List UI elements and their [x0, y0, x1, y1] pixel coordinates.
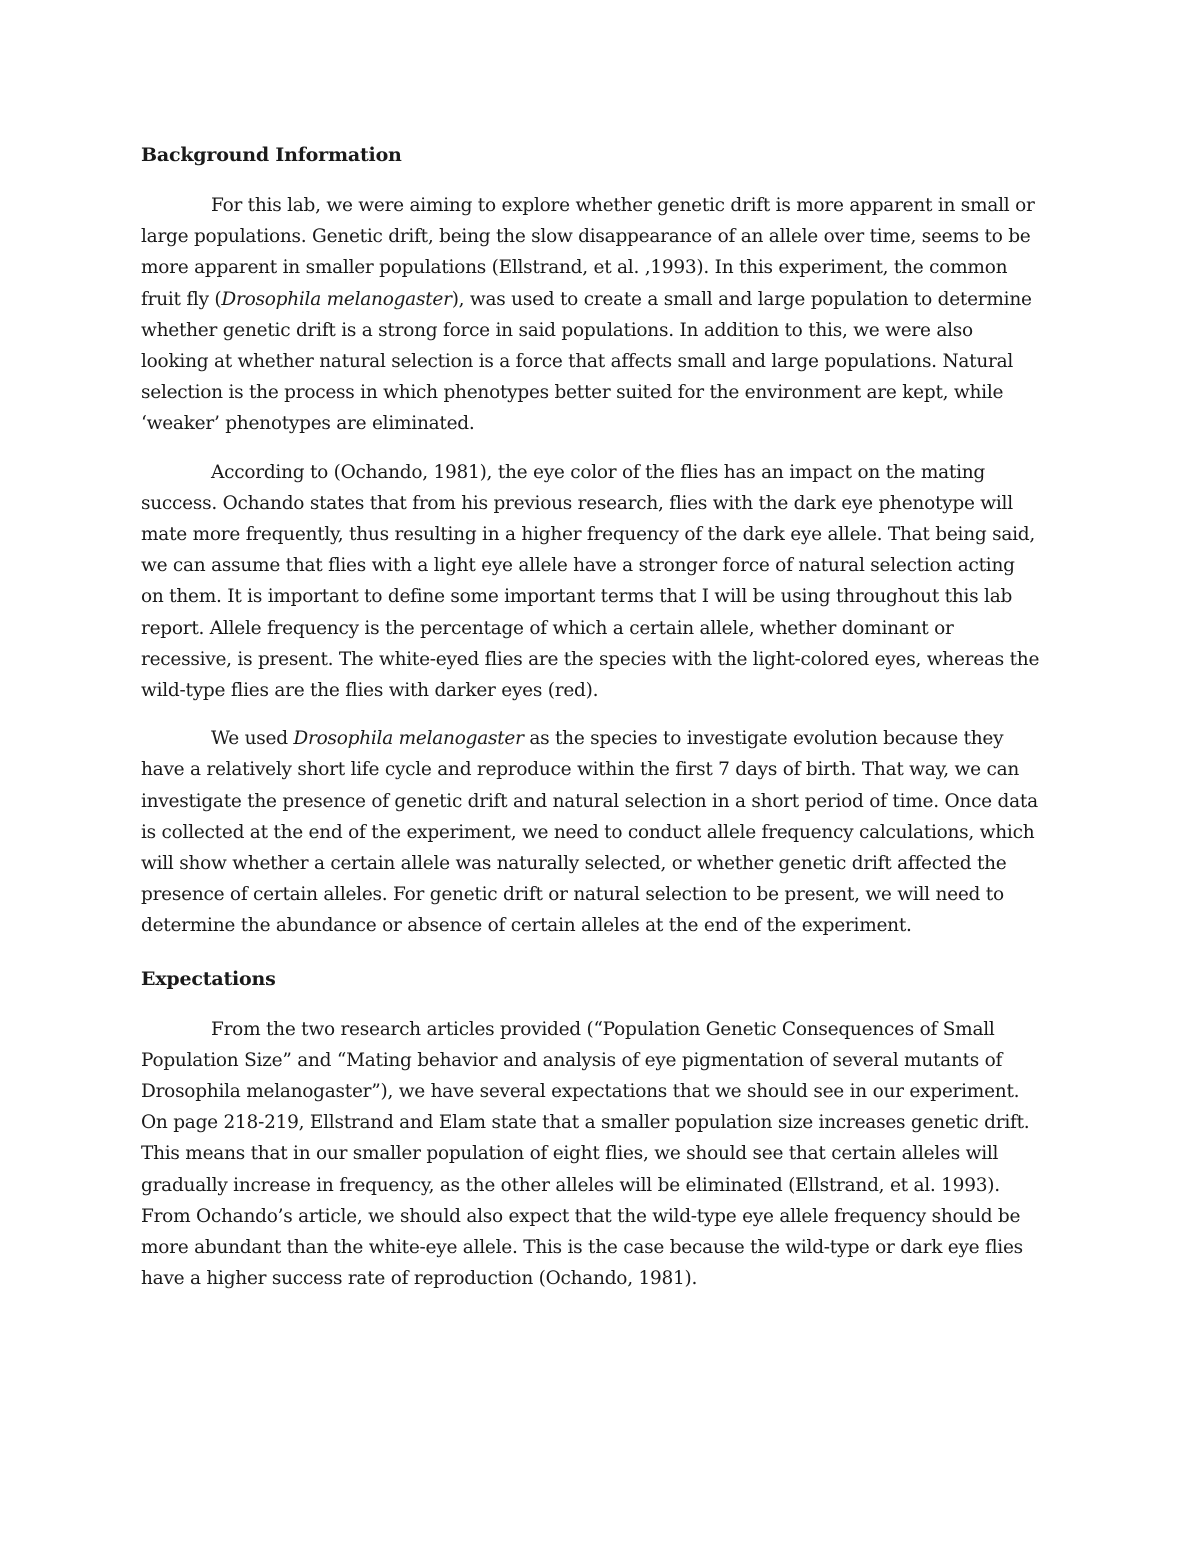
paragraph — [141, 1014, 1061, 1295]
text-line: From Ochando’s article, we should also expect that the wild-type eye allele frequency should be — [141, 1205, 1021, 1227]
text-line: wild-type flies are the flies with darker eyes (red). — [141, 680, 599, 702]
paragraph — [141, 457, 1061, 707]
text-run: fruit fly ( — [141, 288, 222, 310]
document-body — [141, 140, 1061, 1295]
text-line: Drosophila melanogaster”), we have several expectations that we should see in our experiment. — [141, 1081, 1020, 1103]
text-line: more apparent in smaller populations (Ellstrand, et al. ,1993). In this experiment, the common — [141, 257, 1008, 279]
text-line: mate more frequently, thus resulting in a higher frequency of the dark eye allele. That being said, — [141, 524, 1036, 546]
text-line — [141, 284, 1061, 315]
section-heading: Background Information — [141, 144, 402, 166]
text-line: investigate the presence of genetic drift and natural selection in a short period of time. Once data — [141, 790, 1038, 812]
text-line — [141, 723, 1061, 754]
text-line: ‘weaker’ phenotypes are eliminated. — [141, 413, 475, 435]
text-line: selection is the process in which phenotypes better suited for the environment are kept, while — [141, 382, 1004, 404]
text-run: We used — [211, 728, 294, 750]
text-line: is collected at the end of the experiment, we need to conduct allele frequency calculations, which — [141, 821, 1035, 843]
text-line: Population Size” and “Mating behavior and analysis of eye pigmentation of several mutants of — [141, 1049, 1003, 1071]
text-line: recessive, is present. The white-eyed flies are the species with the light-colored eyes, whereas the — [141, 648, 1040, 670]
text-line: whether genetic drift is a strong force in said populations. In addition to this, we were also — [141, 319, 973, 341]
species-name-italic: Drosophila melanogaster — [293, 728, 524, 750]
paragraph — [141, 723, 1061, 941]
text-line: will show whether a certain allele was naturally selected, or whether genetic drift affected the — [141, 853, 1007, 875]
text-line: determine the abundance or absence of certain alleles at the end of the experiment. — [141, 915, 912, 937]
text-line: success. Ochando states that from his previous research, flies with the dark eye phenotype will — [141, 492, 1013, 514]
paragraph — [141, 190, 1061, 440]
text-run: ), was used to create a small and large population to determine — [451, 288, 1032, 310]
section-heading: Expectations — [141, 967, 276, 990]
document-page — [141, 140, 1061, 1312]
text-line: large populations. Genetic drift, being the slow disappearance of an allele over time, seems to be — [141, 226, 1031, 248]
text-line: more abundant than the white-eye allele. This is the case because the wild-type or dark eye flies — [141, 1237, 1023, 1259]
text-line: we can assume that flies with a light eye allele have a stronger force of natural selection acting — [141, 555, 1015, 577]
text-line: on them. It is important to define some important terms that I will be using throughout this lab — [141, 586, 1013, 608]
text-line: gradually increase in frequency, as the other alleles will be eliminated (Ellstrand, et al. 1993). — [141, 1174, 1000, 1196]
text-line: have a relatively short life cycle and reproduce within the first 7 days of birth. That way, we can — [141, 759, 1020, 781]
text-line: According to (Ochando, 1981), the eye color of the flies has an impact on the mating — [211, 461, 985, 483]
text-run: as the species to investigate evolution because they — [523, 728, 1004, 750]
text-line: looking at whether natural selection is a force that affects small and large populations. Natural — [141, 351, 1014, 373]
text-line: have a higher success rate of reproduction (Ochando, 1981). — [141, 1268, 698, 1290]
text-line: From the two research articles provided (“Population Genetic Consequences of Small — [211, 1018, 995, 1040]
text-line: This means that in our smaller population of eight flies, we should see that certain alleles will — [141, 1143, 999, 1165]
text-line: For this lab, we were aiming to explore whether genetic drift is more apparent in small or — [211, 195, 1035, 216]
text-line: report. Allele frequency is the percentage of which a certain allele, whether dominant or — [141, 617, 954, 639]
text-line: On page 218-219, Ellstrand and Elam state that a smaller population size increases genetic drift. — [141, 1112, 1030, 1134]
text-line: presence of certain alleles. For genetic drift or natural selection to be present, we will need to — [141, 884, 1004, 906]
species-name-italic: Drosophila melanogaster — [221, 288, 452, 310]
